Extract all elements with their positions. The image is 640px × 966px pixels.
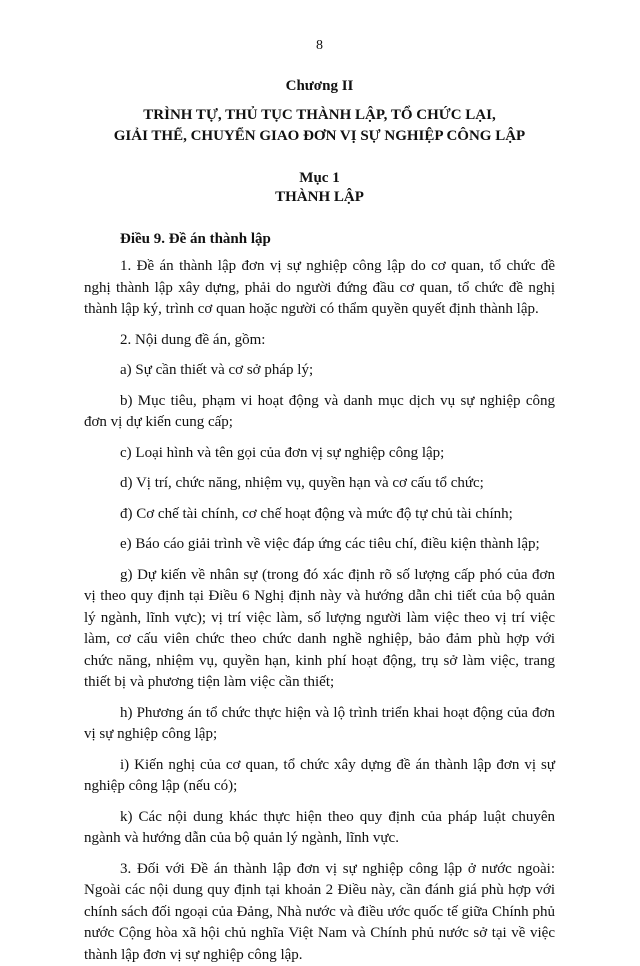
chapter-title-line: TRÌNH TỰ, THỦ TỤC THÀNH LẬP, TỔ CHỨC LẠI, xyxy=(84,105,555,126)
paragraph: đ) Cơ chế tài chính, cơ chế hoạt động và mức độ tự chủ tài chính; xyxy=(84,504,555,526)
paragraph: 2. Nội dung đề án, gồm: xyxy=(84,330,555,352)
paragraph: d) Vị trí, chức năng, nhiệm vụ, quyền hạn và cơ cấu tổ chức; xyxy=(84,473,555,495)
paragraph: i) Kiến nghị của cơ quan, tổ chức xây dựng đề án thành lập đơn vị sự nghiệp công lập (nếu có); xyxy=(84,755,555,798)
article-body xyxy=(84,256,555,966)
paragraph: 3. Đối với Đề án thành lập đơn vị sự nghiệp công lập ở nước ngoài: Ngoài các nội dung quy định tại khoản 2 Điều này, cần đánh giá phù hợp với chính sách đối ngoại của Đảng, Nhà nước và điều ước quốc tế giữa Chính phủ nước Cộng hòa xã hội chủ nghĩa Việt Nam và Chính phủ nước sở tại về việc thành lập đơn vị sự nghiệp công lập. xyxy=(84,859,555,966)
section-title: THÀNH LẬP xyxy=(84,188,555,207)
paragraph: b) Mục tiêu, phạm vi hoạt động và danh mục dịch vụ sự nghiệp công đơn vị dự kiến cung cấp; xyxy=(84,391,555,434)
chapter-title-line: GIẢI THỂ, CHUYỂN GIAO ĐƠN VỊ SỰ NGHIỆP CÔNG LẬP xyxy=(84,126,555,147)
page-number: 8 xyxy=(84,0,555,54)
chapter-label: Chương II xyxy=(84,77,555,95)
section-label: Mục 1 xyxy=(84,168,555,188)
article-title: Điều 9. Đề án thành lập xyxy=(84,229,555,249)
chapter-title xyxy=(84,105,555,147)
paragraph: g) Dự kiến về nhân sự (trong đó xác định rõ số lượng cấp phó của đơn vị theo quy định tại Điều 6 Nghị định này và hướng dẫn chi tiết của bộ quản lý ngành, lĩnh vực); vị trí việc làm, số lượng người làm việc theo vị trí việc làm, cơ cấu viên chức theo chức danh nghề nghiệp, bảo đảm phù hợp với chức năng, nhiệm vụ, quyền hạn, kinh phí hoạt động, trụ sở làm việc, trang thiết bị và phương tiện làm việc cần thiết; xyxy=(84,565,555,694)
paragraph: 1. Đề án thành lập đơn vị sự nghiệp công lập do cơ quan, tổ chức đề nghị thành lập xây dựng, phải do người đứng đầu cơ quan, tổ chức đề nghị thành lập ký, trình cơ quan hoặc người có thẩm quyền quyết định thành lập. xyxy=(84,256,555,321)
paragraph: e) Báo cáo giải trình về việc đáp ứng các tiêu chí, điều kiện thành lập; xyxy=(84,534,555,556)
paragraph: c) Loại hình và tên gọi của đơn vị sự nghiệp công lập; xyxy=(84,443,555,465)
paragraph: h) Phương án tổ chức thực hiện và lộ trình triển khai hoạt động của đơn vị sự nghiệp công lập; xyxy=(84,703,555,746)
paragraph: a) Sự cần thiết và cơ sở pháp lý; xyxy=(84,360,555,382)
paragraph: k) Các nội dung khác thực hiện theo quy định của pháp luật chuyên ngành và hướng dẫn của bộ quản lý ngành, lĩnh vực. xyxy=(84,807,555,850)
